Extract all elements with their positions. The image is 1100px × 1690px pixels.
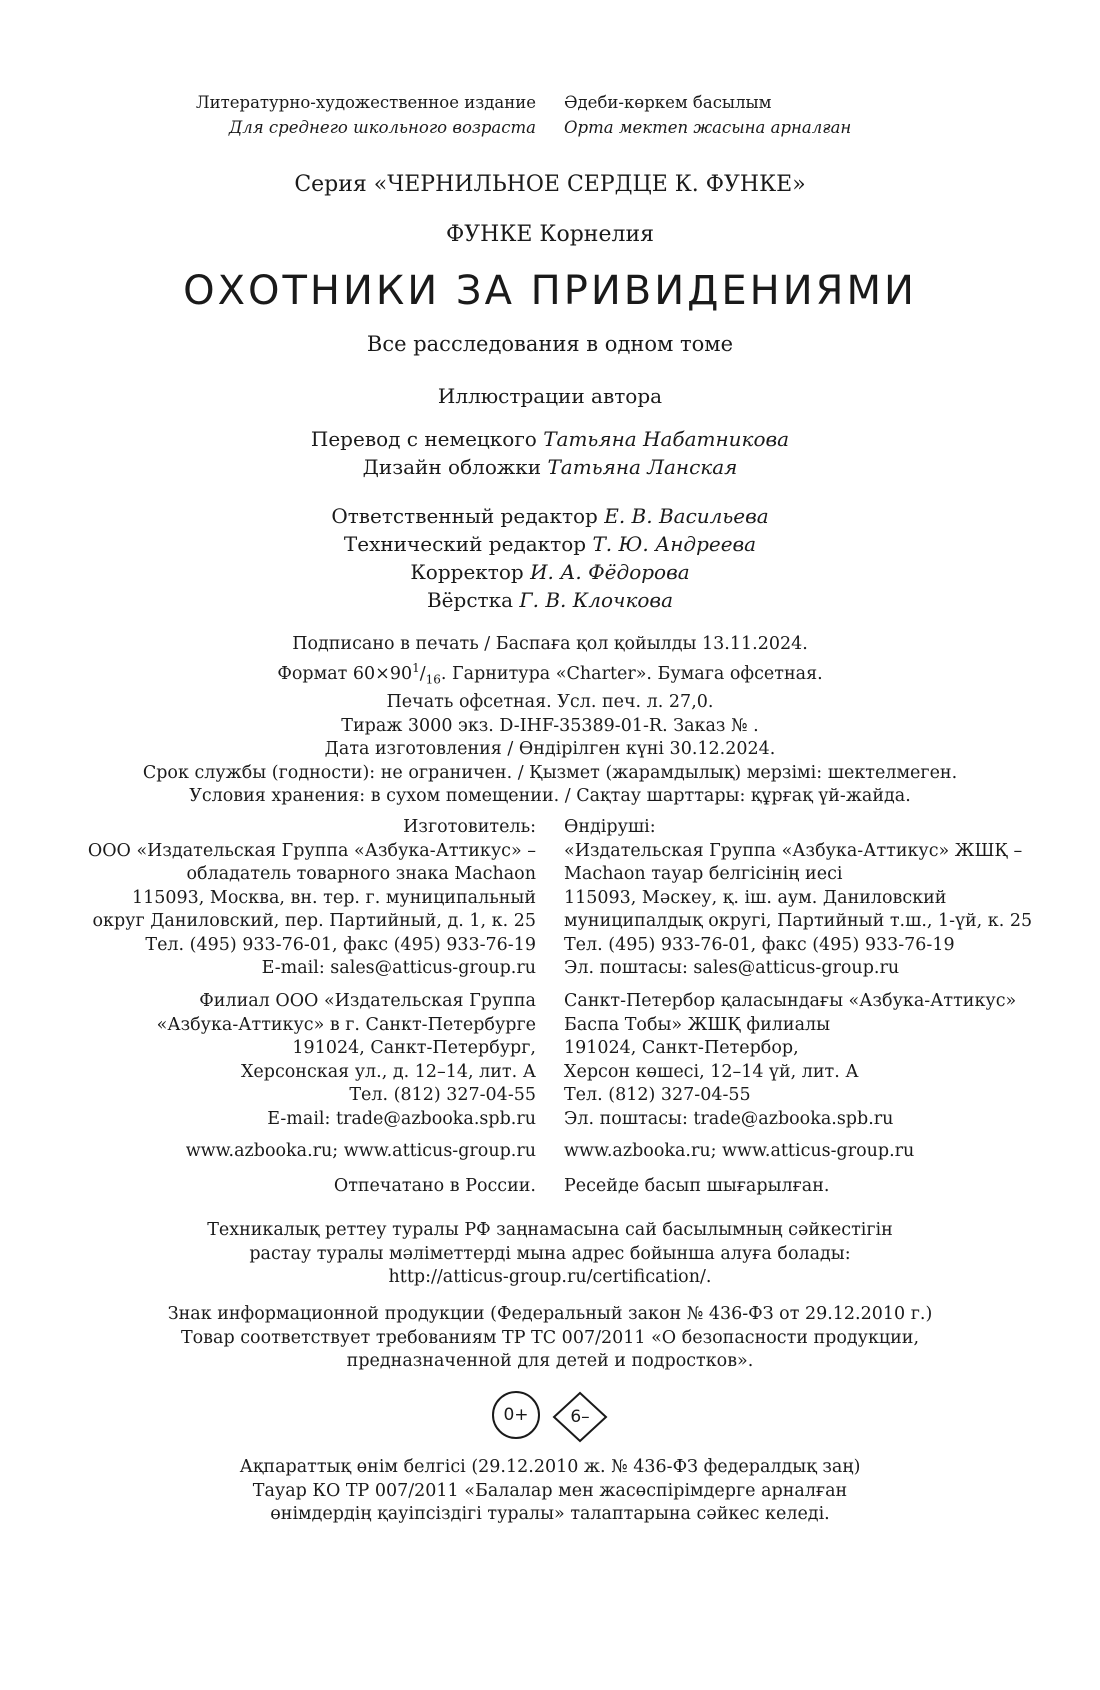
address-line: Machaon тауар белгісінің иесі [564,864,843,884]
websites [0,1140,1100,1164]
cert-line: Техникалық реттеу туралы РФ заңнамасына сай басылымның сәйкестігін [207,1220,893,1240]
storage-conditions: Условия хранения: в сухом помещении. / Сақтау шарттары: құрғақ үй-жайда. [189,786,911,807]
credit-line [0,530,1100,558]
age-group-ru: Для среднего школьного возраста [228,118,536,137]
address-line: Санкт-Петербор қаласындағы «Азбука-Аттикус» [564,991,1017,1011]
credit-person: Т. Ю. Андреева [592,532,757,556]
age-rating-6-icon [552,1391,608,1443]
shelf-life: Срок службы (годности): не ограничен. / Қызмет (жарамдылық) мерзімі: шектелмеген. [142,762,958,783]
manufacturer-block [0,816,1100,981]
address-line: Херсонская ул., д. 12–14, лит. А [240,1061,536,1082]
info-line: Тауар КО ТР 007/2011 «Балалар мен жасөспірімдерге арналған [252,1480,848,1501]
info-line: Ақпараттық өнім белгісі (29.12.2010 ж. № 436-ФЗ федералдық заң) [239,1457,861,1477]
manufacturer-ru [0,816,536,981]
address-line: обладатель товарного знака Machaon [186,864,536,884]
branch-block [0,990,1100,1131]
address-line: E-mail: sales@atticus-group.ru [261,958,536,978]
info-line: Товар соответствует требованиям ТР ТС 007/2011 «О безопасности продукции, [180,1327,920,1348]
print-type: Печать офсетная. Усл. печ. л. 27,0. [386,692,714,713]
author-name: ФУНКЕ Корнелия [446,222,654,247]
format-suffix: . Гарнитура «Charter». Бумага офсетная. [440,663,823,684]
credit-line [0,502,1100,530]
credit-role: Перевод с немецкого [310,427,537,451]
cert-url: http://atticus-group.ru/certification/. [388,1267,712,1287]
printed-in-kz: Ресейде басып шығарылған. [564,1176,830,1196]
format-slash: / [419,663,426,684]
address-line: Херсон көшесі, 12–14 үй, лит. А [564,1061,859,1082]
credit-line [0,425,1100,453]
credit-role: Технический редактор [343,532,587,556]
address-line: Изготовитель: [403,817,536,837]
series-line: Серия «ЧЕРНИЛЬНОЕ СЕРДЦЕ К. ФУНКЕ» [294,172,806,197]
credit-role: Вёрстка [426,588,514,612]
credit-person: Е. В. Васильева [604,504,769,528]
address-line: Тел. (495) 933-76-01, факс (495) 933-76-19 [564,934,955,955]
branch-ru [0,990,536,1131]
age-group-kz: Орта мектеп жасына арналған [564,118,852,137]
address-line: 115093, Москва, вн. тер. г. муниципальный [132,887,536,908]
address-line: 191024, Санкт-Петербор, [564,1038,799,1058]
address-line: Филиал ООО «Издательская Группа [199,991,536,1011]
address-line: округ Даниловский, пер. Партийный, д. 1, к. 25 [92,911,536,931]
address-line: Баспа Тобы» ЖШҚ филиалы [564,1014,831,1035]
signed-date: Подписано в печать / Баспаға қол қойылды 13.11.2024. [292,634,808,654]
info-sign-ru [0,1303,1100,1374]
illustrations-credit: Иллюстрации автора [437,384,663,408]
format-prefix: Формат 60×90 [277,663,413,684]
website-links-ru: www.azbooka.ru; www.atticus-group.ru [185,1141,536,1161]
info-sign-kz [0,1456,1100,1527]
credit-role: Дизайн обложки [362,455,542,479]
credit-line [0,586,1100,614]
address-line: 115093, Мәскеу, қ. іш. аум. Даниловский [564,887,947,908]
website-links-kz: www.azbooka.ru; www.atticus-group.ru [564,1141,915,1161]
manufacture-date: Дата изготовления / Өндірілген күні 30.12.2024. [324,739,776,760]
credit-person: И. А. Фёдорова [530,560,690,584]
credit-line [0,558,1100,586]
address-line: 191024, Санкт-Петербург, [292,1038,536,1058]
print-specs [0,633,1100,809]
address-line: Тел. (812) 327-04-55 [349,1085,536,1105]
address-line: Тел. (495) 933-76-01, факс (495) 933-76-19 [145,934,536,955]
credit-person: Татьяна Ланская [547,455,738,479]
book-subtitle: Все расследования в одном томе [366,332,734,356]
edition-type-kz: Әдеби-көркем басылым [564,93,772,112]
format-denominator: 16 [425,671,441,686]
certification-note [0,1219,1100,1290]
address-line: ООО «Издательская Группа «Азбука-Аттикус» – [87,840,536,861]
printed-in [0,1175,1100,1199]
print-run: Тираж 3000 экз. D-IHF-35389-01-R. Заказ № . [341,715,759,736]
credit-role: Корректор [410,560,524,584]
address-line: Өндіруші: [564,817,656,837]
branch-kz [564,990,1100,1131]
address-line: «Издательская Группа «Азбука-Аттикус» ЖШҚ – [564,840,1023,861]
address-line: E-mail: trade@azbooka.spb.ru [267,1108,536,1129]
credit-role: Ответственный редактор [331,504,598,528]
credit-person: Татьяна Набатникова [543,427,790,451]
credits-editorial [0,502,1100,614]
edition-type-ru: Литературно-художественное издание [195,93,536,112]
address-line: муниципалдық округі, Партийный т.ш., 1-үй, к. 25 [564,911,1033,931]
format-line [0,657,1100,692]
address-line: Тел. (812) 327-04-55 [564,1085,751,1105]
book-title: ОХОТНИКИ ЗА ПРИВИДЕНИЯМИ [183,268,917,314]
printed-in-ru: Отпечатано в России. [333,1176,536,1196]
address-line: Эл. поштасы: sales@atticus-group.ru [564,958,900,978]
info-line: предназначенной для детей и подростков». [346,1351,754,1371]
manufacturer-kz [564,816,1100,981]
address-line: Эл. поштасы: trade@azbooka.spb.ru [564,1108,894,1129]
info-line: Знак информационной продукции (Федеральный закон № 436-ФЗ от 29.12.2010 г.) [167,1304,933,1324]
credit-person: Г. В. Клочкова [519,588,673,612]
info-line: өнімдердің қауіпсіздігі туралы» талаптарына сәйкес келеді. [270,1504,830,1524]
edition-header [0,90,1100,140]
age-rating-6-label: 6– [570,1407,590,1427]
credit-line [0,453,1100,481]
age-rating-0plus-icon: 0+ [492,1391,540,1439]
age-rating-badges [0,1391,1100,1443]
cert-line: растау туралы мәліметтерді мына адрес бойынша алуға болады: [249,1243,851,1264]
address-line: «Азбука-Аттикус» в г. Санкт-Петербурге [156,1014,536,1035]
format-numerator: 1 [412,660,420,675]
credits-translation-design [0,425,1100,481]
